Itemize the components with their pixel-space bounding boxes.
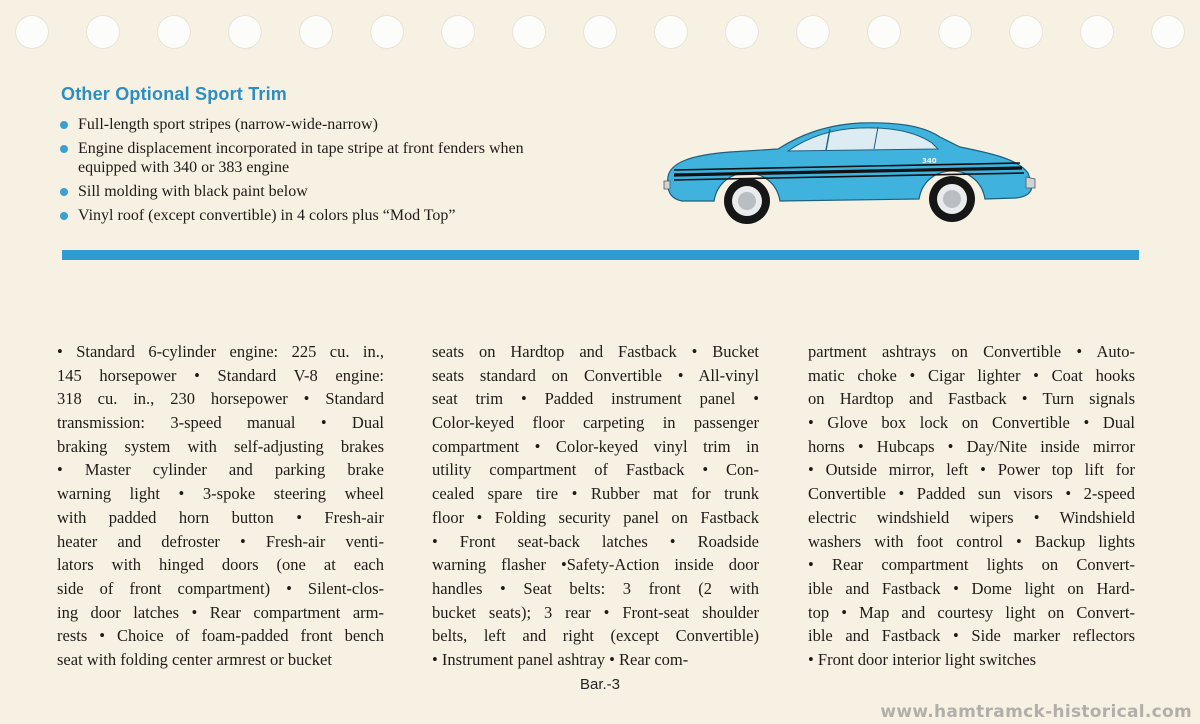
engine-badge: 340	[922, 157, 937, 165]
text-line: belts, left and right (except Convertible)	[432, 626, 759, 646]
binder-hole	[299, 15, 333, 49]
binder-hole	[938, 15, 972, 49]
binder-hole	[370, 15, 404, 49]
section-heading: Other Optional Sport Trim	[61, 84, 288, 104]
list-item: Vinyl roof (except convertible) in 4 colors plus “Mod Top”	[60, 206, 600, 225]
text-line: • Standard 6-cylinder engine: 225 cu. in.,	[57, 342, 384, 361]
text-line: handles • Seat belts: 3 front (2 with	[432, 578, 759, 598]
binder-holes	[0, 15, 1200, 59]
text-line: compartment • Color-keyed vinyl trim in	[432, 436, 759, 456]
sport-trim-list	[60, 115, 600, 230]
text-line: horns • Hubcaps • Day/Nite inside mirror	[808, 436, 1135, 456]
list-item: Full-length sport stripes (narrow-wide-narrow)	[60, 115, 600, 134]
list-item: Engine displacement incorporated in tape stripe at front fenders when equipped with 340 or 383 engine	[60, 139, 578, 177]
text-line: floor • Folding security panel on Fastback	[432, 507, 759, 527]
text-line: lators with hinged doors (one at each	[57, 555, 384, 575]
text-line: seat with folding center armrest or bucket	[57, 649, 332, 669]
text-line: ing door latches • Rear compartment arm-	[57, 602, 384, 622]
binder-hole	[654, 15, 688, 49]
binder-hole	[512, 15, 546, 49]
binder-hole	[867, 15, 901, 49]
text-line: 145 horsepower • Standard V-8 engine:	[57, 365, 384, 385]
binder-hole	[796, 15, 830, 49]
binder-hole	[86, 15, 120, 49]
equipment-column-2	[432, 340, 759, 672]
text-line: • Front seat-back latches • Roadside	[432, 531, 759, 551]
text-line: ible and Fastback • Side marker reflectors	[808, 626, 1135, 646]
watermark: www.hamtramck-historical.com	[880, 702, 1192, 722]
section-divider	[62, 250, 1139, 260]
text-line: • Instrument panel ashtray • Rear com-	[432, 649, 689, 669]
text-line: cealed spare tire • Rubber mat for trunk	[432, 484, 759, 504]
page-number: Bar.-3	[580, 676, 621, 693]
text-line: partment ashtrays on Convertible • Auto-	[808, 342, 1135, 361]
text-line: ible and Fastback • Dome light on Hard-	[808, 578, 1135, 598]
text-line: 318 cu. in., 230 horsepower • Standard	[57, 389, 384, 409]
text-line: heater and defroster • Fresh-air venti-	[57, 531, 384, 551]
text-line: • Master cylinder and parking brake	[57, 460, 384, 480]
text-line: matic choke • Cigar lighter • Coat hooks	[808, 365, 1135, 385]
text-line: • Rear compartment lights on Convert-	[808, 555, 1135, 575]
equipment-column-3	[808, 340, 1135, 672]
binder-hole	[441, 15, 475, 49]
text-line: Convertible • Padded sun visors • 2-speed	[808, 484, 1135, 504]
text-line: top • Map and courtesy light on Convert-	[808, 602, 1135, 622]
list-item: Sill molding with black paint below	[60, 182, 600, 201]
text-line: • Glove box lock on Convertible • Dual	[808, 413, 1135, 433]
text-line: utility compartment of Fastback • Con-	[432, 460, 759, 480]
car-illustration	[660, 115, 1040, 230]
binder-hole	[1151, 15, 1185, 49]
text-line: warning flasher •Safety-Action inside door	[432, 555, 759, 575]
text-line: transmission: 3-speed manual • Dual	[57, 413, 384, 433]
text-line: seats on Hardtop and Fastback • Bucket	[432, 342, 759, 361]
binder-hole	[15, 15, 49, 49]
text-line: rests • Choice of foam-padded front bench	[57, 626, 384, 646]
text-line: • Outside mirror, left • Power top lift for	[808, 460, 1135, 480]
binder-hole	[228, 15, 262, 49]
binder-hole	[583, 15, 617, 49]
text-line: side of front compartment) • Silent-clos-	[57, 578, 384, 598]
text-line: seat trim • Padded instrument panel •	[432, 389, 759, 409]
text-line: with padded horn button • Fresh-air	[57, 507, 384, 527]
text-line: electric windshield wipers • Windshield	[808, 507, 1135, 527]
text-line: • Front door interior light switches	[808, 649, 1037, 669]
binder-hole	[725, 15, 759, 49]
binder-hole	[1080, 15, 1114, 49]
text-line: braking system with self-adjusting brakes	[57, 436, 384, 456]
text-line: Color-keyed floor carpeting in passenger	[432, 413, 759, 433]
text-line: warning light • 3-spoke steering wheel	[57, 484, 384, 504]
text-line: washers with foot control • Backup lights	[808, 531, 1135, 551]
equipment-column-1	[57, 340, 384, 672]
binder-hole	[1009, 15, 1043, 49]
text-line: seats standard on Convertible • All-vinyl	[432, 365, 759, 385]
binder-hole	[157, 15, 191, 49]
text-line: bucket seats); 3 rear • Front-seat shoulder	[432, 602, 759, 622]
text-line: on Hardtop and Fastback • Turn signals	[808, 389, 1135, 409]
